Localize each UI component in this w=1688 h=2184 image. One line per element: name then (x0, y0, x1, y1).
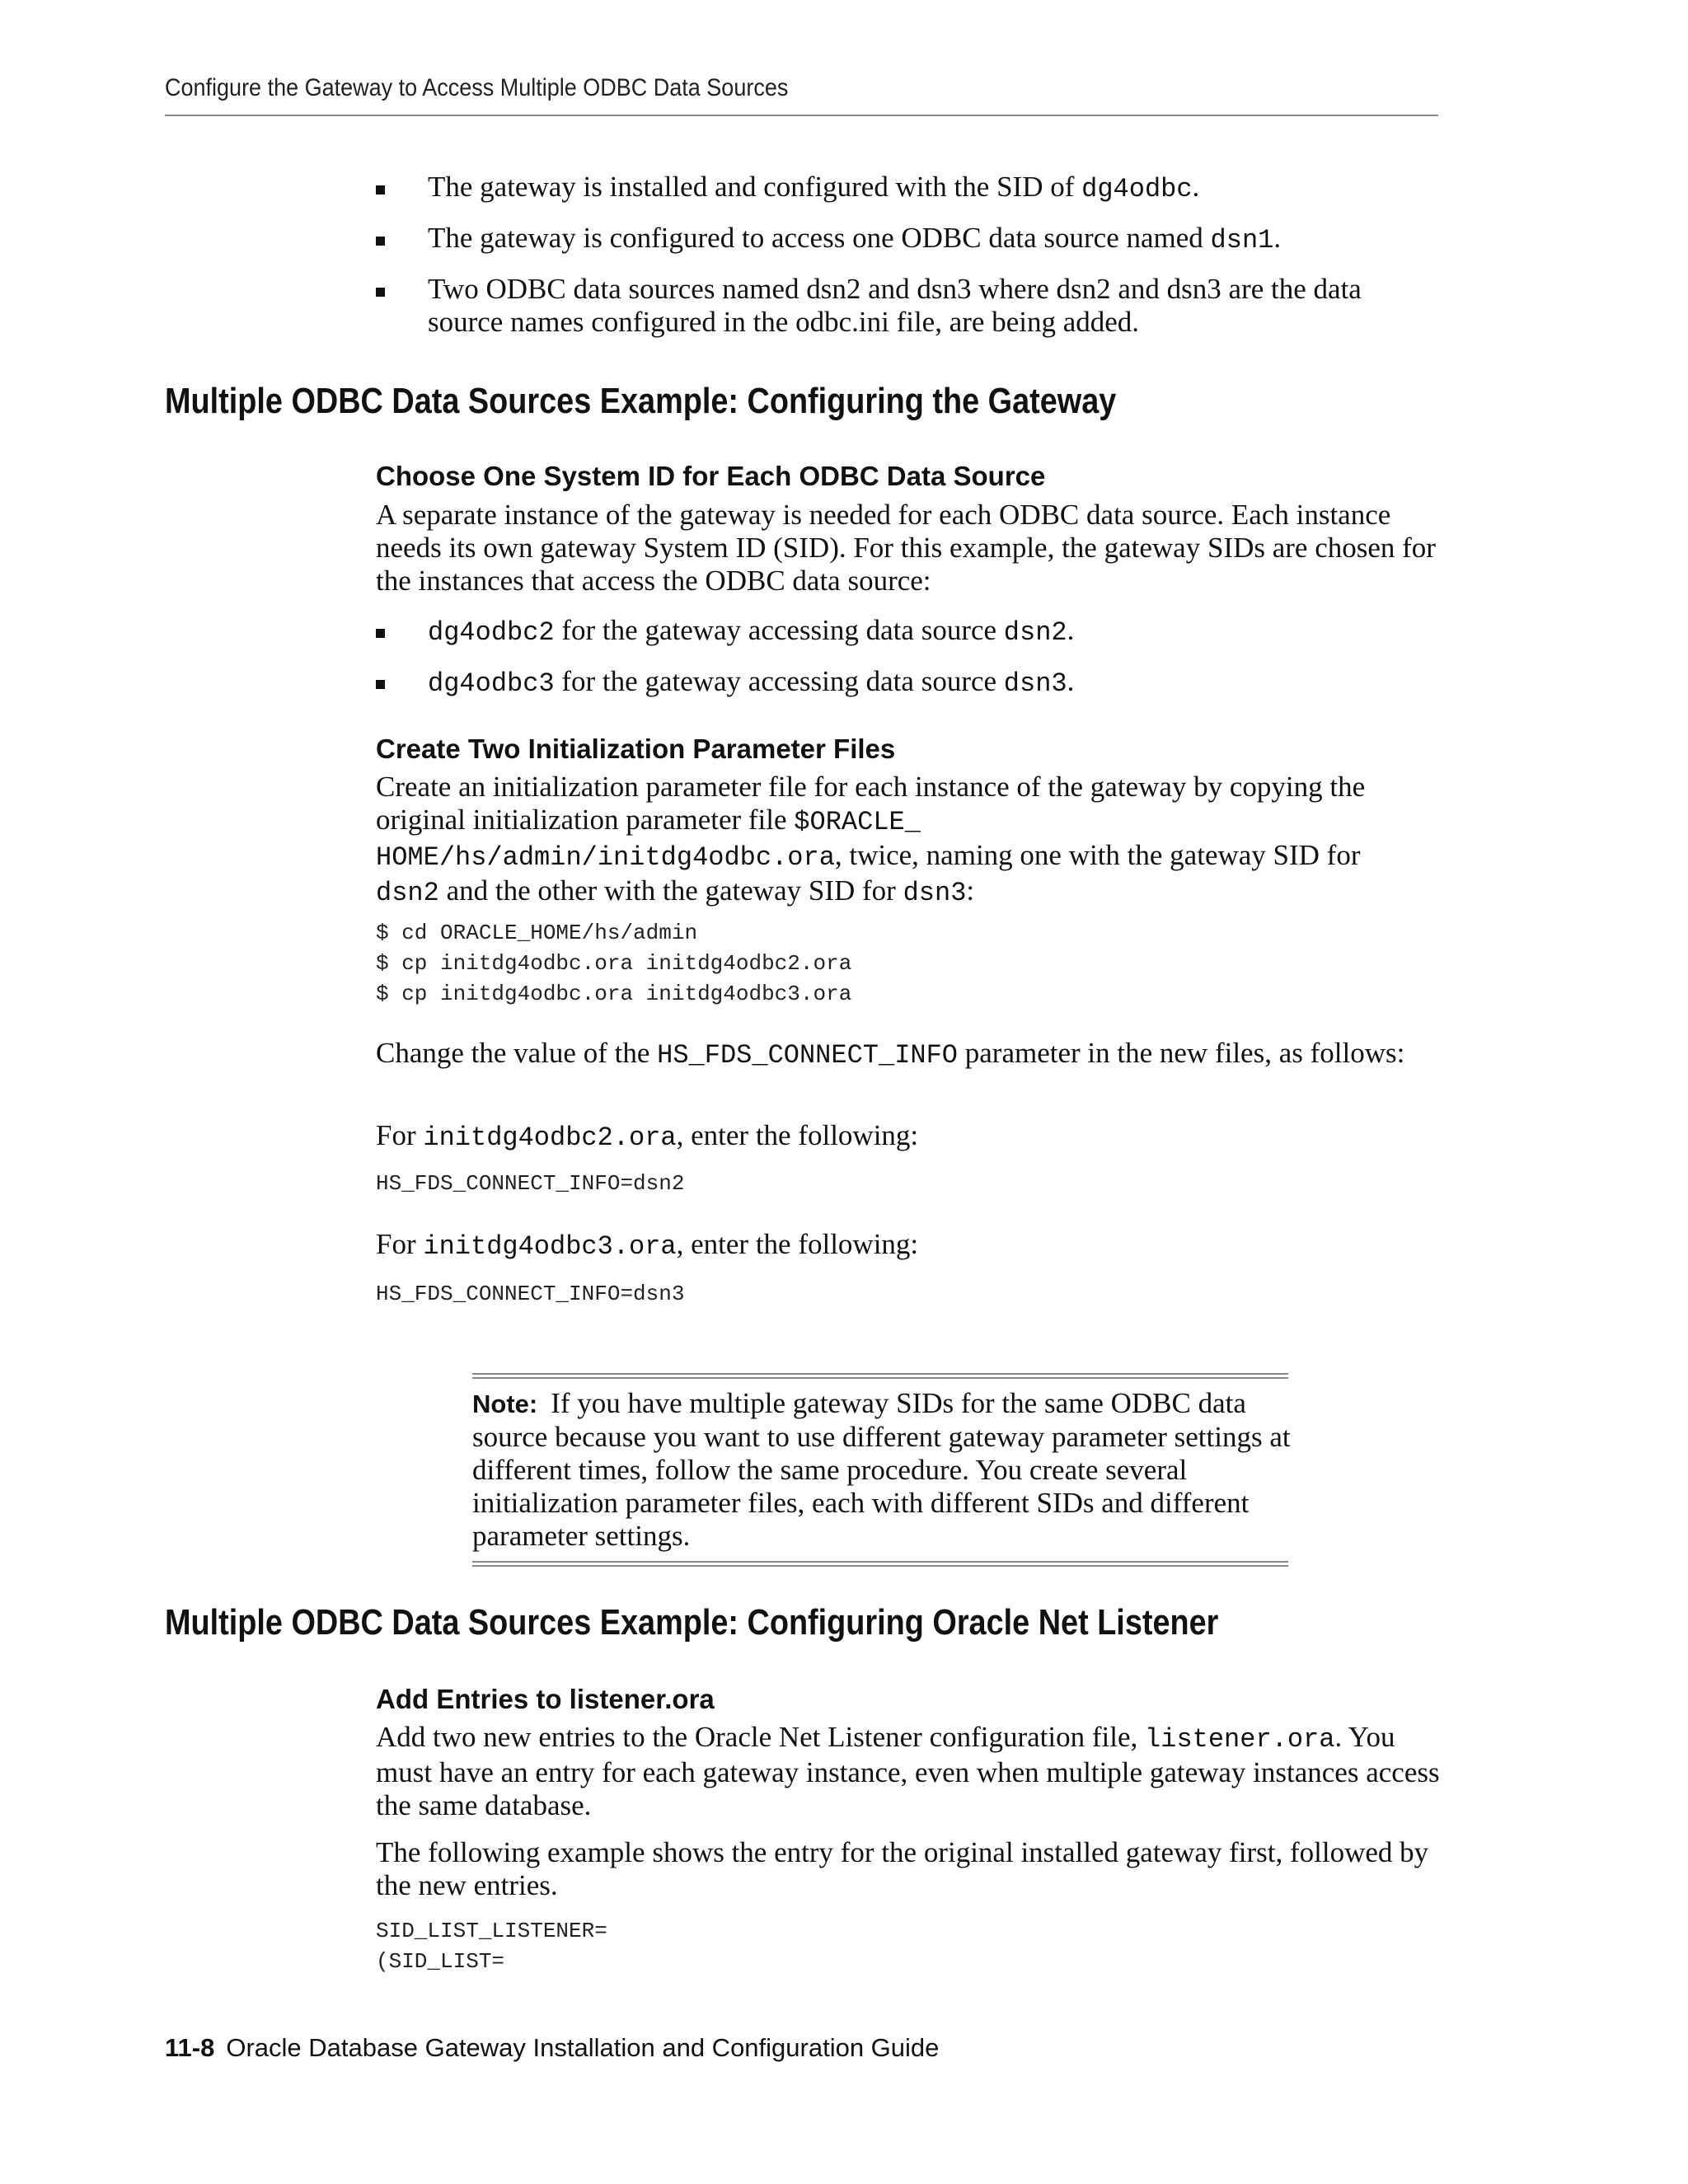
code-line-dsn3: HS_FDS_CONNECT_INFO=dsn3 (376, 1282, 685, 1306)
code-block-listener: SID_LIST_LISTENER= (SID_LIST= (376, 1919, 607, 1974)
code-block-copy-files: $ cd ORACLE_HOME/hs/admin $ cp initdg4odbc.ora initdg4odbc2.ora $ cp initdg4odbc.ora initdg4odbc3.ora (376, 921, 852, 1006)
code-line-dsn2: HS_FDS_CONNECT_INFO=dsn2 (376, 1171, 685, 1196)
paragraph-change-value: Change the value of the HS_FDS_CONNECT_INFO parameter in the new files, as follows: (376, 1037, 1405, 1071)
section-heading-gateway: Multiple ODBC Data Sources Example: Configuring the Gateway (165, 381, 1117, 421)
page-number: 11-8 (165, 2033, 215, 2062)
list-item: dg4odbc3 for the gateway accessing data source dsn3. (376, 665, 1439, 701)
list-item: The gateway is configured to access one ODBC data source named dsn1. (376, 222, 1439, 257)
bullet-icon (376, 237, 385, 246)
paragraph-choose-sid: A separate instance of the gateway is needed for each ODBC data source. Each instance needs its own gateway System ID (SID). For this example, the gateway SIDs are chosen for the instances that access the ODBC data source: (376, 499, 1436, 597)
note-box (472, 1387, 1296, 1553)
paragraph-for-dsn2: For initdg4odbc2.ora, enter the following: (376, 1119, 919, 1153)
note-bottom-rule (472, 1561, 1288, 1567)
note-top-rule (472, 1373, 1288, 1379)
bullet-icon (376, 185, 385, 194)
running-header: Configure the Gateway to Access Multiple ODBC Data Sources (165, 74, 789, 101)
paragraph-example-order: The following example shows the entry for the original installed gateway first, followed by the new entries. (376, 1836, 1429, 1901)
subheading-choose-sid: Choose One System ID for Each ODBC Data Source (376, 461, 1046, 491)
subheading-listener-entries: Add Entries to listener.ora (376, 1684, 715, 1714)
page-footer (165, 2033, 939, 2063)
bullet-icon (376, 629, 385, 638)
book-title: Oracle Database Gateway Installation and Configuration Guide (226, 2033, 940, 2062)
list-item: Two ODBC data sources named dsn2 and dsn3 where dsn2 and dsn3 are the data source names configured in the odbc.ini file, are being added. (376, 273, 1439, 339)
bullet-icon (376, 680, 385, 689)
paragraph-for-dsn3: For initdg4odbc3.ora, enter the following: (376, 1228, 919, 1262)
section-heading-listener: Multiple ODBC Data Sources Example: Configuring Oracle Net Listener (165, 1602, 1219, 1643)
list-item: The gateway is installed and configured with the SID of dg4odbc. (376, 171, 1439, 206)
paragraph-listener-entries: Add two new entries to the Oracle Net Listener configuration file, listener.ora. You must have an entry for each gateway instance, even when multiple gateway instances access the same database. (376, 1721, 1440, 1821)
bullet-icon (376, 288, 385, 297)
note-label: Note: (472, 1390, 538, 1418)
header-rule (165, 115, 1438, 116)
subheading-init-files: Create Two Initialization Parameter Files (376, 733, 896, 764)
sid-bullet-list (376, 614, 1439, 716)
list-item: dg4odbc2 for the gateway accessing data source dsn2. (376, 614, 1439, 649)
intro-bullet-list (376, 171, 1439, 354)
note-text: If you have multiple gateway SIDs for the same ODBC data source because you want to use different gateway parameter settings at different times, follow the same procedure. You create several initialization parameter files, each with different SIDs and different parameter settings. (472, 1387, 1291, 1552)
paragraph-init-files: Create an initialization parameter file for each instance of the gateway by copying the original initialization parameter file $ORACLE_ HOME/hs/admin/initdg4odbc.ora, twice, naming one with the gateway SID for dsn2 and the other with the gateway SID for dsn3: (376, 771, 1366, 908)
